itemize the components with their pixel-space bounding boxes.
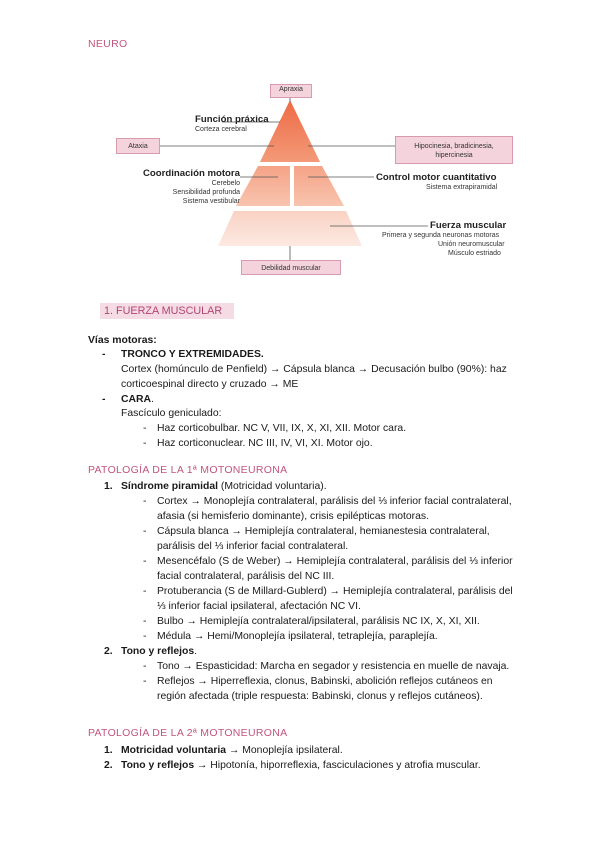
dash-bullet: - bbox=[143, 423, 147, 434]
hipocinesia-box bbox=[395, 136, 513, 164]
sindrome-piramidal-rest: (Motricidad voluntaria). bbox=[218, 481, 327, 492]
pyramid-tier-strength bbox=[218, 211, 362, 246]
tronco-line-2: corticoespinal directo y cruzado → ME bbox=[121, 379, 299, 390]
apraxia-box: Apraxia bbox=[270, 84, 312, 98]
motricidad-rest: → Monoplejía ipsilateral. bbox=[226, 745, 343, 756]
tono-reflejos-title: Tono y reflejos bbox=[121, 646, 195, 657]
funcion-praxica-label: Función práxica Corteza cerebral bbox=[195, 114, 269, 133]
debilidad-box: Debilidad muscular bbox=[241, 260, 341, 275]
reflejos-line-1: Reflejos → Hiperreflexia, clonus, Babinski, abolición reflejos cutáneos en bbox=[157, 676, 493, 687]
dash-bullet: - bbox=[102, 394, 106, 405]
hipocinesia-line2: hipercinesia bbox=[435, 152, 473, 159]
tono-reflejos-rest: . bbox=[194, 646, 198, 657]
tono-2a-row bbox=[121, 758, 481, 773]
tono-2a-rest: → Hipotonía, hiporreflexia, fasciculaciones y atrofia muscular. bbox=[194, 760, 481, 771]
capsula-line-2: parálisis del ⅓ inferior facial contralateral. bbox=[157, 541, 349, 552]
motricidad-title: Motricidad voluntaria bbox=[121, 745, 227, 756]
pyramid-tier-coordination bbox=[236, 166, 290, 206]
dash-bullet: - bbox=[143, 496, 147, 507]
cara-title-row: CARA. bbox=[121, 394, 154, 405]
list-number: 2. bbox=[104, 760, 113, 771]
cara-line-1: Fascículo geniculado: bbox=[121, 408, 222, 419]
vias-motoras-label: Vías motoras: bbox=[88, 335, 157, 346]
pyramid-tier-praxis bbox=[260, 100, 320, 162]
motricidad-row bbox=[121, 743, 343, 758]
tono-reflejos-row bbox=[121, 644, 197, 659]
list-number: 1. bbox=[104, 481, 113, 492]
tono-2a-title: Tono y reflejos bbox=[121, 760, 195, 771]
dash-bullet: - bbox=[143, 631, 147, 642]
coordinacion-label: Coordinación motora Cerebelo Sensibilidad profunda Sistema vestibular bbox=[142, 168, 240, 205]
tronco-line-1: Cortex (homúnculo de Penfield) → Cápsula blanca → Decusación bulbo (90%): haz bbox=[121, 364, 507, 375]
tronco-title: TRONCO Y EXTREMIDADES. bbox=[121, 349, 264, 360]
dash-bullet: - bbox=[143, 661, 147, 672]
cortex-line-1: Cortex → Monoplejía contralateral, parálisis del ⅓ inferior facial contralateral, bbox=[157, 496, 512, 507]
tono-line: Tono → Espasticidad: Marcha en segador y resistencia en muelle de navaja. bbox=[157, 661, 510, 672]
capsula-line-1: Cápsula blanca → Hemiplejía contralateral, hemianestesia contralateral, bbox=[157, 526, 490, 537]
cortex-line-2: afasia (si hemisferio dominante), crisis epilépticas motoras. bbox=[157, 511, 429, 522]
list-number: 2. bbox=[104, 646, 113, 657]
ataxia-box: Ataxia bbox=[116, 138, 160, 154]
reflejos-line-2: región afectada (triple respuesta: Babinski, clonus y reflejos cutáneos). bbox=[157, 691, 483, 702]
protuberancia-line-2: ⅓ inferior facial ipsilateral, afectación NC VI. bbox=[157, 601, 361, 612]
dash-bullet: - bbox=[143, 556, 147, 567]
dash-bullet: - bbox=[143, 526, 147, 537]
dash-bullet: - bbox=[143, 438, 147, 449]
medula-line: Médula → Hemi/Monoplejía ipsilateral, tetraplejía, paraplejía. bbox=[157, 631, 438, 642]
cara-bullet-1: Haz corticobulbar. NC V, VII, IX, X, XI, XII. Motor cara. bbox=[157, 423, 407, 434]
section-2a-motoneurona-title: PATOLOGÍA DE LA 2ª MOTONEURONA bbox=[88, 727, 288, 739]
bulbo-line: Bulbo → Hemiplejía contralateral/ipsilateral, parálisis NC IX, X, XI, XII. bbox=[157, 616, 480, 627]
cara-bullet-2: Haz corticonuclear. NC III, IV, VI, XI. Motor ojo. bbox=[157, 438, 373, 449]
hipocinesia-line1: Hipocinesia, bradicinesia, bbox=[414, 143, 494, 150]
pyramid-tier-control bbox=[294, 166, 344, 206]
sindrome-piramidal-title: Síndrome piramidal bbox=[121, 481, 219, 492]
dash-bullet: - bbox=[143, 616, 147, 627]
mesencefalo-line-1: Mesencéfalo (S de Weber) → Hemiplejía contralateral, parálisis del ⅓ inferior bbox=[157, 556, 513, 567]
page-title: NEURO bbox=[88, 38, 128, 50]
fuerza-muscular-label: Fuerza muscular Primera y segunda neuronas motoras Unión neuromuscular Músculo estriado bbox=[382, 220, 507, 257]
mesencefalo-line-2: facial contralateral, parálisis del NC III. bbox=[157, 571, 335, 582]
section-fuerza-muscular-title: 1. FUERZA MUSCULAR bbox=[100, 303, 234, 319]
protuberancia-line-1: Protuberancia (S de Millard-Gublerd) → Hemiplejía contralateral, parálisis del bbox=[157, 586, 513, 597]
list-number: 1. bbox=[104, 745, 113, 756]
sindrome-piramidal-row bbox=[121, 479, 327, 494]
dash-bullet: - bbox=[143, 676, 147, 687]
cara-title: CARA bbox=[121, 394, 152, 405]
dash-bullet: - bbox=[102, 349, 106, 360]
control-motor-label: Control motor cuantitativo Sistema extrapiramidal bbox=[376, 172, 498, 191]
section-1a-motoneurona-title: PATOLOGÍA DE LA 1ª MOTONEURONA bbox=[88, 464, 288, 476]
motor-pyramid-diagram bbox=[110, 80, 530, 280]
dash-bullet: - bbox=[143, 586, 147, 597]
